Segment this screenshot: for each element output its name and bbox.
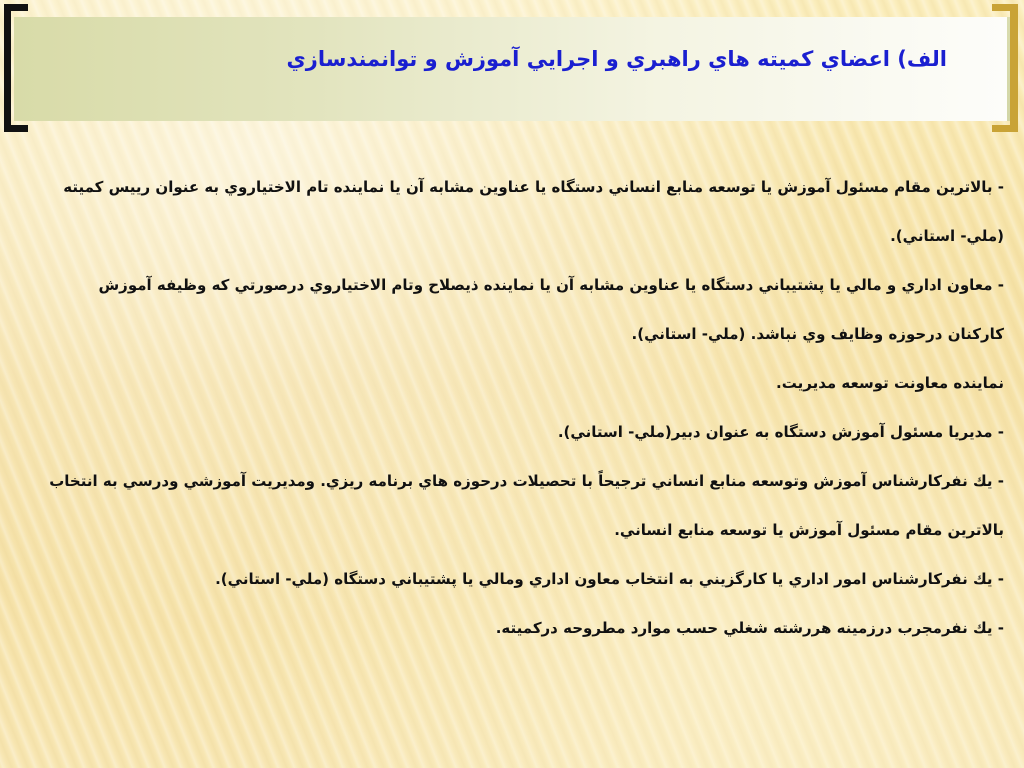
body-paragraph: - يك نفركارشناس امور اداري يا كارگزيني به انتخاب معاون اداري ومالي يا پشتيباني دستگاه (ملي- استاني). [215, 570, 1004, 588]
body-paragraph: - بالاترين مقام مسئول آموزش يا توسعه منابع انساني دستگاه يا عناوين مشابه آن يا نماينده تام الاختياروي به عنوان ريیس كميته (ملي- استاني). [63, 178, 1004, 245]
title-panel [14, 17, 1007, 121]
title-band [14, 17, 1010, 121]
body-paragraph: - مديريا مسئول آموزش دستگاه به عنوان دبير(ملي- استاني). [557, 423, 1004, 441]
body-paragraph: نماينده معاونت توسعه مديريت. [776, 374, 1004, 392]
slide-body [38, 163, 1004, 653]
slide-title: الف) اعضاي كميته هاي راهبري و اجرايي آموزش و توانمندسازي [286, 47, 947, 71]
body-paragraph: - يك نفرمجرب درزمينه هررشته شغلي حسب موارد مطروحه دركميته. [495, 619, 1004, 637]
body-paragraph: - يك نفركارشناس آموزش وتوسعه منابع انساني ترجيحاً با تحصيلات درحوزه هاي برنامه ريزي. ومديريت آموزشي ودرسي به انتخاب بالاترين مقام مسئول آموزش يا توسعه منابع انساني. [49, 472, 1004, 539]
body-paragraph: - معاون اداري و مالي يا پشتيباني دستگاه يا عناوين مشابه آن يا نماينده ذيصلاح وتام الاختياروي درصورتي كه وظيفه آموزش كاركنان درحوزه وظايف وي نباشد. (ملي- استاني). [98, 276, 1004, 343]
